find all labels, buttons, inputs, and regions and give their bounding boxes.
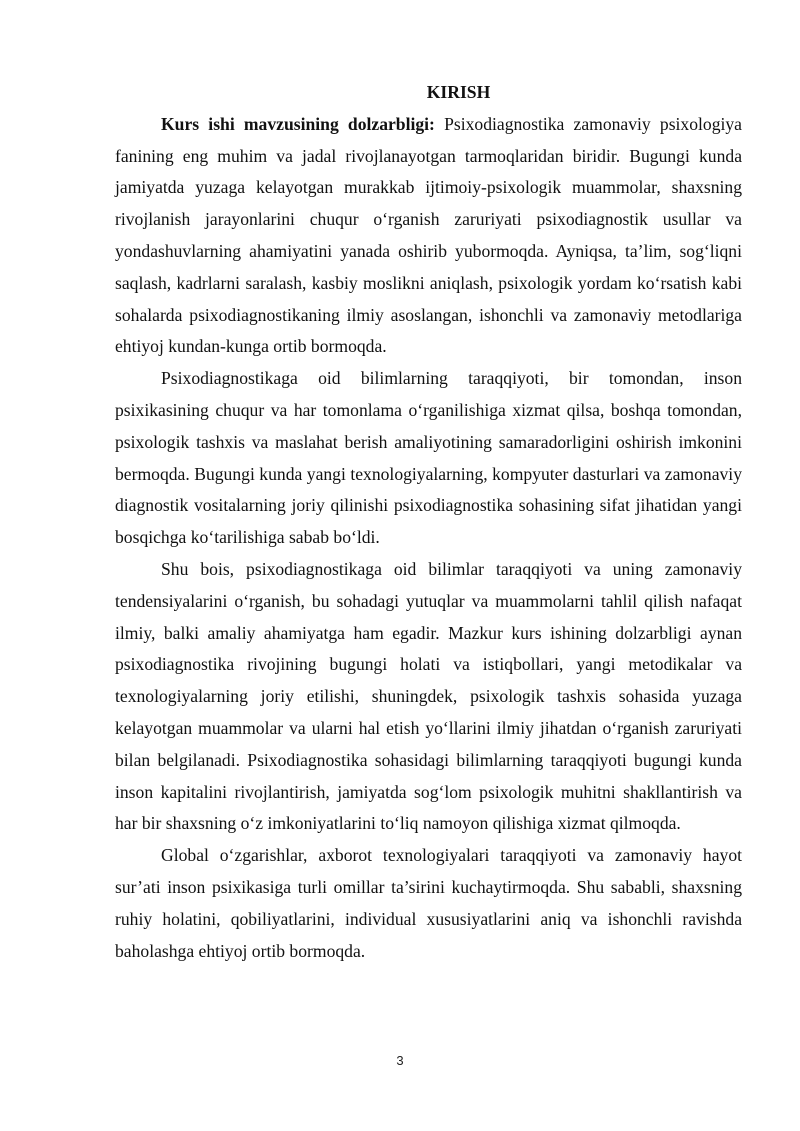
page-number: 3 [396, 1053, 404, 1068]
page-title: KIRISH [426, 82, 491, 102]
paragraph-2: Psixodiagnostikaga oid bilimlarning taraqqiyoti, bir tomondan, inson psixikasining chuqur va har tomonlama o‘rganilishiga xizmat qilsa, boshqa tomondan, psixologik tashxis va maslahat berish amaliyotining samaradorligini oshirish imkonini bermoqda. Bugungi kunda yangi texnologiyalarning, kompyuter dasturlari va zamonaviy diagnostik vositalarning joriy qilinishi psixodiagnostika sohasining sifat jihatidan yangi bosqichga ko‘tarilishiga sabab bo‘ldi. [115, 368, 742, 548]
intro-lead: Kurs ishi mavzusining dolzarbligi: [161, 113, 435, 134]
paragraph-1-text: Psixodiagnostika zamonaviy psixologiya fanining eng muhim va jadal rivojlanayotgan tarmoqlaridan biridir. Bugungi kunda jamiyatda yuzaga kelayotgan murakkab ijtimoiy-psixologik muammolar, shaxsning rivojlanish jarayonlarini chuqur o‘rganish zaruriyati psixodiagnostik usullar va yondashuvlarning ahamiyatini yanada oshirib yubormoqda. Ayniqsa, ta’lim, sog‘liqni saqlash, kadrlarni saralash, kasbiy moslikni aniqlash, psixologik yordam ko‘rsatish kabi sohalarda psixodiagnostikaning ilmiy asoslangan, ishonchli va zamonaviy metodlariga ehtiyoj kundan-kunga ortib bormoqda. [115, 113, 742, 357]
paragraph-1 [115, 109, 742, 363]
paragraph-3: Shu bois, psixodiagnostikaga oid bilimlar taraqqiyoti va uning zamonaviy tendensiyalarini o‘rganish, bu sohadagi yutuqlar va muammolarni tahlil qilish nafaqat ilmiy, balki amaliy ahamiyatga ham egadir. Mazkur kurs ishining dolzarbligi aynan psixodiagnostika rivojining bugungi holati va istiqbollari, yangi metodikalar va texnologiyalarning joriy etilishi, shuningdek, psixologik tashxis sohasida yuzaga kelayotgan muammolar va ularni hal etish yo‘llarini ilmiy jihatdan o‘rganish zaruriyati bilan belgilanadi. Psixodiagnostika sohasidagi bilimlarning taraqqiyoti bugungi kunda inson kapitalini rivojlantirish, jamiyatda sog‘lom psixologik muhitni shakllantirish va har bir shaxsning o‘z imkoniyatlarini to‘liq namoyon qilishiga xizmat qilmoqda. [115, 558, 742, 834]
page-body [115, 77, 742, 967]
paragraph-4: Global o‘zgarishlar, axborot texnologiyalari taraqqiyoti va zamonaviy hayot sur’ati inson psixikasiga turli omillar ta’sirini kuchaytirmoqda. Shu sababli, shaxsning ruhiy holatini, qobiliyatlarini, individual xususiyatlarini aniq va ishonchli ravishda baholashga ehtiyoj ortib bormoqda. [115, 845, 742, 961]
